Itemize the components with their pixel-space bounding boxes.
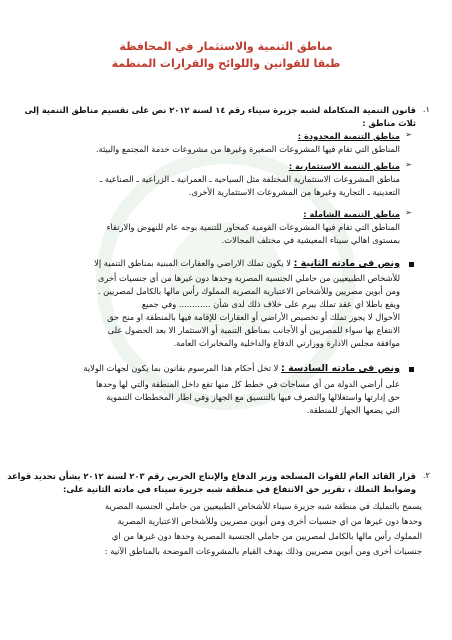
article-line [20, 257, 400, 270]
article-text: للأشخاص الطبيعيين من حاملي الجنسية المصرية وحدها دون غيرها من أي جنسيات أخرى [97, 273, 400, 283]
article-text: التي يضعها الجهاز للمنطقة. [306, 405, 400, 415]
item-text: التعدينية ـ التجارية وغيرها من المشروعات الاستثمارية الأخرى. [188, 187, 400, 197]
item-text: بمستوى اهالي سيناء المعيشية في مختلف المجالات. [221, 235, 400, 245]
article-text: ومن أبوين مصريين وللأشخاص الاعتبارية المصرية المملوك رأس مالها بالكامل لمصريين . [97, 286, 400, 296]
article-text: الانتفاع بها سواء للمصريين أو الأجانب بمناطق التنمية أو الاستثمار الا بعد الحصول على [107, 325, 400, 335]
section-heading: قانون التنمية المتكاملة لشبه جزيرة سيناء رقم ١٤ لسنة ٢٠١٢ نص على تقسيم مناطق التنمية إلى [24, 105, 416, 115]
item-text: مناطق المشروعات الاستثمارية المختلفة مثل السياحية ـ العمرانية ـ الزراعية ـ الصناعية ـ [99, 174, 400, 184]
section-text: المملوك رأس مالها بالكامل لمصريين من حاملي الجنسية المصرية وحدها دون غيرها من اي [111, 531, 422, 541]
item-title: مناطق التنمية الاستثمارية : [288, 161, 400, 171]
section-text: يسمح بالتمليك في منطقة شبه جزيرة سيناء للأشخاص الطبيعيين من حاملي الجنسية المصرية [105, 501, 422, 511]
article-text: موافقة مجلس الادارة ووزارتي الدفاع والداخلية والمخابرات العامة. [173, 338, 400, 348]
item-text: المناطق التي تقام فيها المشروعات الصغيرة وغيرها من مشروعات خدمة المجتمع والبيئة. [95, 144, 400, 154]
document-subtitle: طبقا للقوانين واللوائح والقرارات المنظمة [111, 57, 341, 70]
article-text: لا تخل أحكام هذا المرسوم بقانون بما يكون لجهات الولاية [83, 363, 279, 373]
section-text: وحدها دون غيرها من اي جنسيات أخرى ومن أبوين مصريين وللأشخاص الاعتبارية المصرية [117, 516, 422, 526]
section-number: ٢. [422, 470, 430, 480]
arrow-bullet-icon: ➢ [405, 160, 412, 169]
item-title: مناطق التنمية الشاملة : [303, 209, 400, 219]
article-text: ويقع باطلا اي عقد تملك يبرم على خلاف ذلك لدى شأن ............ وفي جميع [141, 299, 400, 309]
square-bullet-icon [409, 367, 414, 372]
article-text: لا يكون تملك الاراضي والعقارات المبنية بمناطق التنمية إلا [94, 258, 291, 268]
item-text: المناطق التي تقام فيها المشروعات القومية كمحاور للتنمية بوجه عام للنهوض والارتقاء [106, 222, 400, 232]
arrow-bullet-icon: ➢ [405, 130, 412, 139]
section-text: جنسيات أخرى ومن أبوين مصريين وذلك بهدف القيام بالمشروعات الموضحة بالمناطق الآتية : [104, 546, 422, 556]
article-lead: ونص في مادته الثانية : [293, 258, 400, 269]
square-bullet-icon [409, 262, 414, 267]
article-lead: ونص في مادته السادسة : [281, 363, 400, 374]
section-heading: ثلاث مناطق : [362, 118, 416, 128]
section-heading: قرار القائد العام للقوات المسلحة وزير الدفاع والإنتاج الحربي رقم ٢٠٣ لسنة ٢٠١٢ بشأن تحديد قواعد [7, 471, 416, 481]
arrow-bullet-icon: ➢ [405, 208, 412, 217]
section-heading: وضوابط التملك ، تقرير حق الانتفاع في منطقة شبه جزيرة سيناء في مادته الثانية على: [63, 484, 416, 494]
item-title: مناطق التنمية المحدودة : [297, 131, 400, 141]
article-line [20, 362, 400, 375]
section-number: ١. [422, 104, 430, 114]
article-text: حق إدارتها واستغلالها والتصرف فيها بالتنسيق مع الجهاز وفي اطار المخططات التنموية [106, 392, 400, 402]
article-text: على أراضي الدولة من أي مساحات في خطط كل منها تقع داخل المنطقة والتي لها وحدها [96, 379, 400, 389]
article-text: الأحوال لا يجوز تملك أو تخصيص الأراضي أو العقارات للإقامة فيها بالمنطقة او منح حق [107, 312, 400, 322]
document-title: مناطق التنمية والاستثمار في المحافظة [119, 40, 333, 53]
